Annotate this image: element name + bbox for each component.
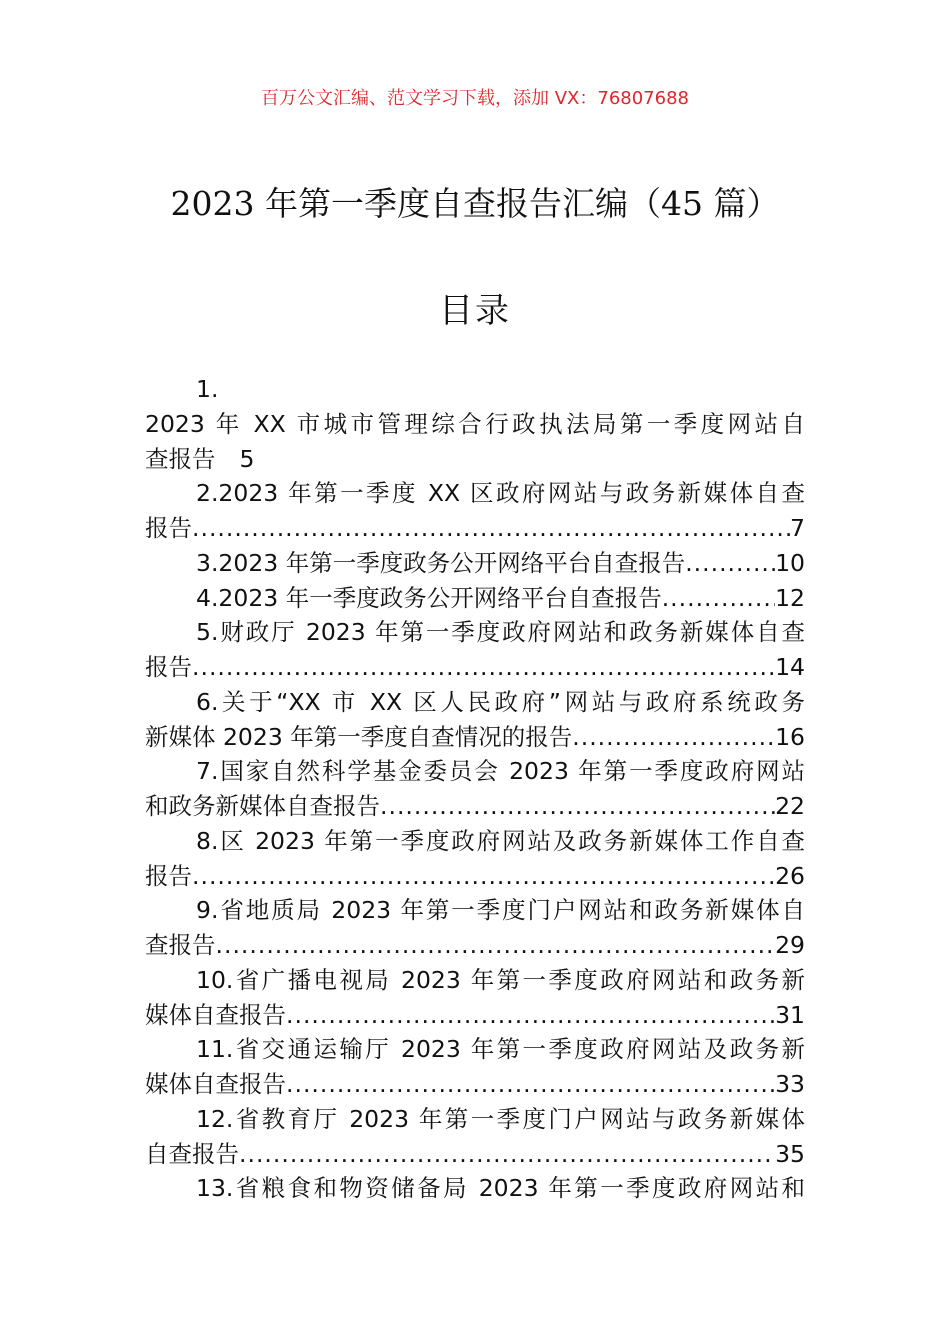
toc-entry-leader-line[interactable] [145,789,805,824]
toc-entry-leader-line[interactable] [145,581,805,616]
toc-entry-page: 22 [775,792,805,820]
toc-entry-page: 5 [239,444,255,473]
toc-entry-page: 26 [775,861,805,890]
toc-entry-text: 报告 [145,861,192,890]
dot-leader [239,1137,775,1172]
toc-entry-title[interactable]: 6.关于“XX 市 XX 区人民政府”网站与政府系统政务 [196,687,805,716]
toc-entry-leader-line[interactable] [145,1137,805,1172]
toc-entry-page: 16 [775,722,805,751]
toc-entry-title[interactable]: 2.2023 年第一季度 XX 区政府网站与政务新媒体自查 [196,479,805,508]
dot-leader [192,511,790,546]
dot-leader [286,1067,775,1102]
toc-entry-text: 和政务新媒体自查报告 [145,792,380,820]
toc-entry-text: 3.2023 年第一季度政务公开网络平台自查报告 [196,548,686,577]
toc-entry-page: 29 [775,931,805,959]
toc-entry-leader-line[interactable] [145,1067,805,1102]
promo-banner: 百万公文汇编、范文学习下载，添加 VX：76807688 [261,88,689,109]
dot-leader [192,859,775,894]
toc-entry-title[interactable]: 13.省粮食和物资储备局 2023 年第一季度政府网站和 [196,1174,805,1203]
toc-entry-title[interactable]: 12.省教育厅 2023 年第一季度门户网站与政务新媒体 [196,1104,805,1133]
toc-entry-text: 4.2023 年一季度政务公开网络平台自查报告 [196,583,662,612]
toc-entry-page: 10 [775,548,805,577]
toc-entry-1-continuation[interactable] [145,442,805,477]
toc-entry-leader-line[interactable] [145,650,805,685]
toc-entry-page: 12 [775,583,805,612]
toc-entry-title[interactable]: 10.省广播电视局 2023 年第一季度政府网站和政务新 [196,965,805,994]
toc-entry-leader-line[interactable] [145,998,805,1033]
toc-entry-text: 自查报告 [145,1139,239,1168]
dot-leader [286,998,775,1033]
toc-entry-text: 新媒体 2023 年第一季度自查情况的报告 [145,722,573,751]
toc-entry-text: 查报告 [145,444,216,473]
dot-leader [662,581,775,616]
dot-leader [685,546,775,581]
table-of-contents [145,372,805,1206]
toc-entry-leader-line[interactable] [145,546,805,581]
toc-entry-page: 33 [775,1070,805,1098]
toc-heading: 目录 [439,291,511,331]
toc-entry-text: 媒体自查报告 [145,1000,286,1029]
toc-entry-leader-line[interactable] [145,928,805,963]
toc-entry-title[interactable]: 9.省地质局 2023 年第一季度门户网站和政务新媒体自 [196,896,805,925]
document-title: 2023 年第一季度自查报告汇编（45 篇） [170,184,780,223]
toc-entry-text: 查报告 [145,931,216,959]
toc-entry-page: 35 [775,1139,805,1168]
toc-entry-page: 31 [775,1000,805,1029]
toc-entry-title[interactable]: 11.省交通运输厅 2023 年第一季度政府网站及政务新 [196,1035,805,1064]
dot-leader [572,720,775,755]
toc-entry-text: 媒体自查报告 [145,1070,286,1098]
toc-entry-page: 14 [775,653,805,681]
dot-leader [192,650,775,685]
toc-entry-title[interactable]: 8.区 2023 年第一季度政府网站及政务新媒体工作自查 [196,826,805,855]
toc-entry-text: 报告 [145,653,192,681]
toc-entry-1-number: 1. [196,375,219,403]
dot-leader [380,789,775,824]
toc-entry-page: 7 [790,514,805,542]
toc-entry-leader-line[interactable] [145,511,805,546]
toc-entry-1-title[interactable]: 2023 年 XX 市城市管理综合行政执法局第一季度网站自 [145,409,805,438]
toc-entry-title[interactable]: 7.国家自然科学基金委员会 2023 年第一季度政府网站 [196,757,805,786]
toc-entry-text: 报告 [145,514,192,542]
toc-entry-leader-line[interactable] [145,859,805,894]
toc-entry-leader-line[interactable] [145,720,805,755]
toc-entry-title[interactable]: 5.财政厅 2023 年第一季度政府网站和政务新媒体自查 [196,618,805,647]
dot-leader [216,928,776,963]
